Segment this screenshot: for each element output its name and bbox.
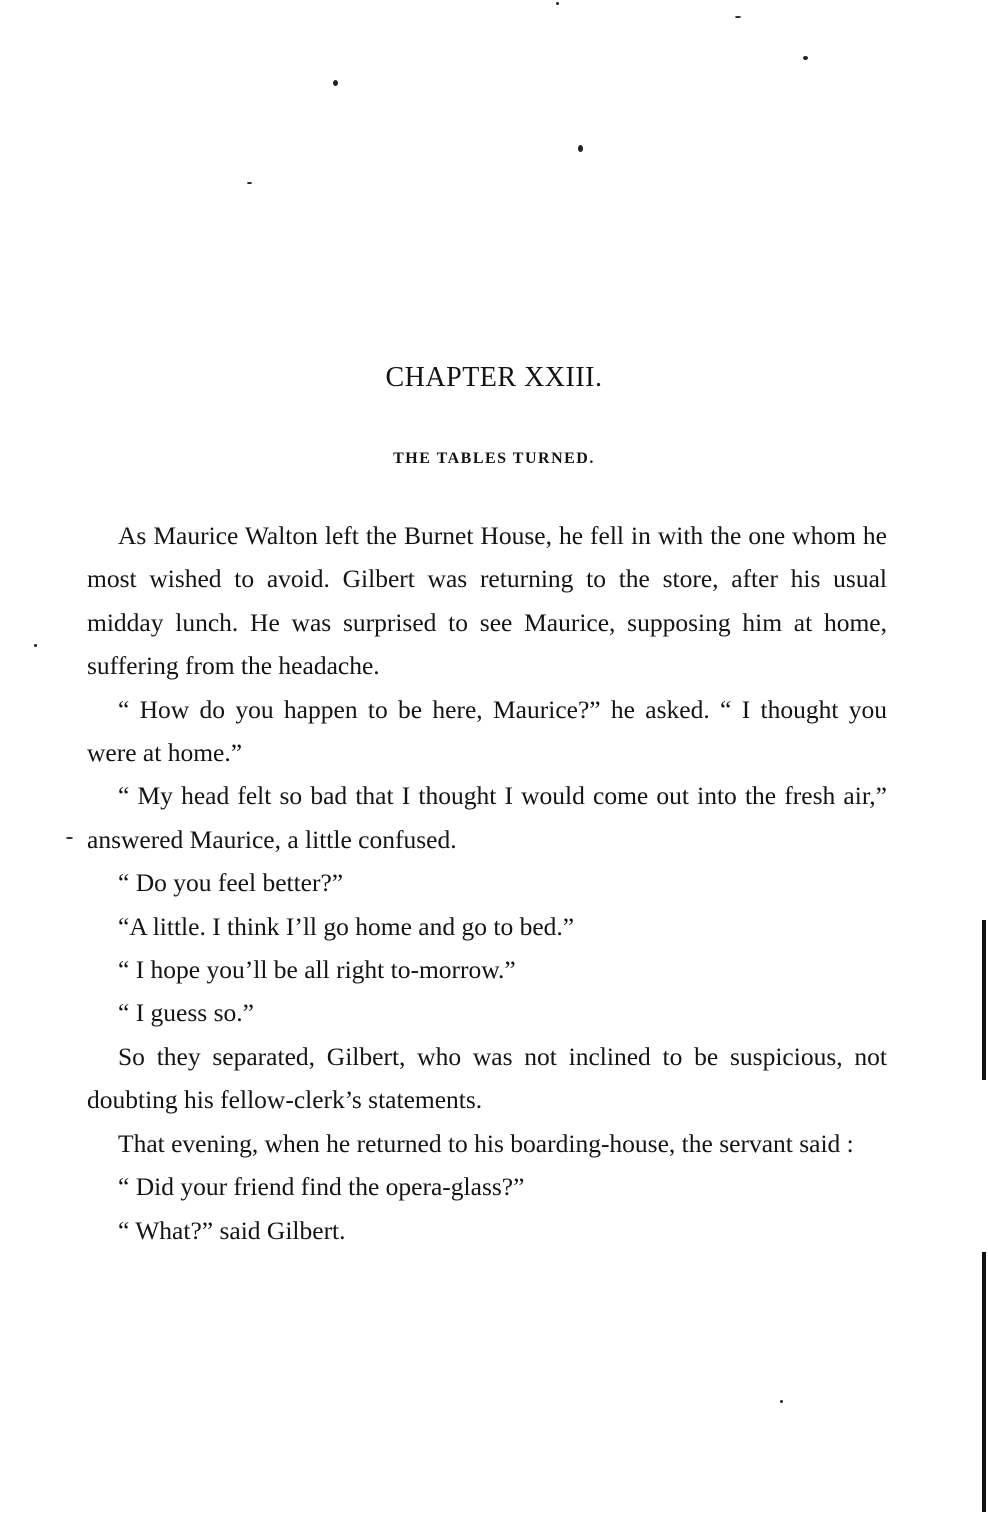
paragraph: “ How do you happen to be here, Maurice?” he asked. “ I thought you were at home.” xyxy=(87,694,887,768)
paragraph: “ My head felt so bad that I thought I would come out into the fresh air,” answered Maurice, a little confused. xyxy=(87,781,887,854)
paragraph: “ I hope you’ll be all right to-morrow.” xyxy=(118,955,516,985)
scan-speck xyxy=(578,145,583,152)
paragraph: “ Do you feel better?” xyxy=(118,868,344,898)
scan-speck xyxy=(735,16,741,18)
paragraph: “ What?” said Gilbert. xyxy=(118,1215,346,1245)
paragraph: So they separated, Gilbert, who was not inclined to be suspicious, not doubting his fellow-clerk’s statements. xyxy=(87,1041,887,1115)
paragraph: That evening, when he returned to his boarding-house, the servant said : xyxy=(118,1128,854,1158)
paragraph: “ I guess so.” xyxy=(118,998,254,1028)
scan-edge-mark xyxy=(982,1252,986,1512)
chapter-body xyxy=(87,514,887,1252)
scan-speck xyxy=(34,644,37,647)
scan-edge-mark xyxy=(982,920,986,1080)
scan-speck xyxy=(780,1400,783,1403)
scan-speck xyxy=(333,80,338,86)
scan-speck xyxy=(803,56,808,60)
paragraph: As Maurice Walton left the Burnet House, he fell in with the one whom he most wished to avoid. Gilbert was returning to the store, after his usual midday lunch. He was surprised to see Maurice, supposing him at home, suffering from the headache. xyxy=(87,521,887,681)
paragraph: “ Did your friend find the opera-glass?” xyxy=(118,1172,525,1202)
scan-speck xyxy=(556,2,559,5)
chapter-subtitle: THE TABLES TURNED. xyxy=(393,450,595,467)
scan-speck xyxy=(66,837,73,839)
paragraph: “A little. I think I’ll go home and go to bed.” xyxy=(118,911,575,941)
chapter-heading: CHAPTER XXIII. xyxy=(385,362,603,393)
scan-speck xyxy=(247,182,252,184)
